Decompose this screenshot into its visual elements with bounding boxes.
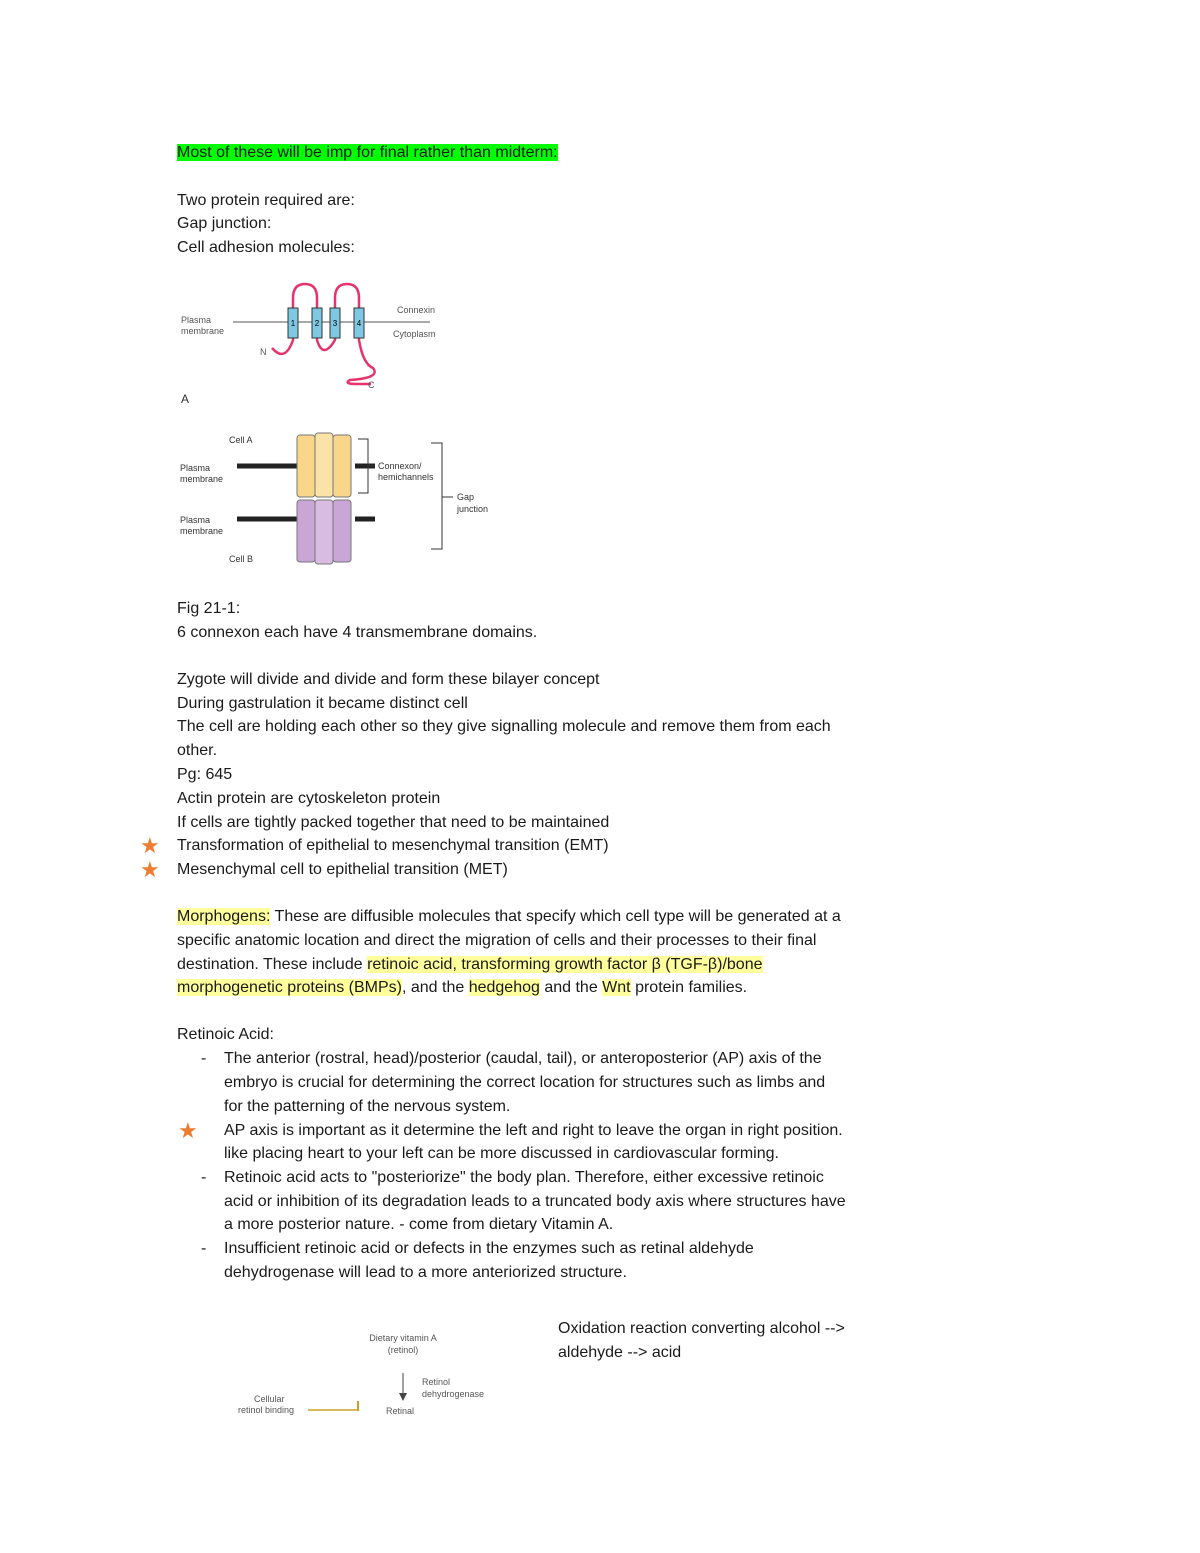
retinoic-b1-l3: for the patterning of the nervous system.: [224, 1098, 511, 1115]
hemichannel-b: [297, 500, 351, 564]
plasma-label-a: Plasma: [180, 463, 211, 473]
morphogens-highlight-hedgehog: hedgehog: [468, 979, 540, 996]
cell-a-label: Cell A: [229, 435, 253, 445]
body-line-4: other.: [177, 742, 218, 759]
retinol-pathway-figure: [230, 1325, 520, 1415]
retinoic-b2-l1: AP axis is important as it determine the left and right to leave the organ in right position.: [224, 1122, 843, 1139]
body-line-8: Transformation of epithelial to mesenchymal transition (EMT): [177, 837, 609, 854]
intro-line-2: Gap junction:: [177, 215, 272, 232]
gap-label: Gap: [457, 492, 475, 502]
oxidation-line-2: aldehyde --> acid: [558, 1344, 682, 1361]
morphogens-line-2: specific anatomic location and direct the migration of cells and their processes to their final: [177, 932, 817, 949]
body-line-3: The cell are holding each other so they give signalling molecule and remove them from each: [177, 718, 831, 735]
oxidation-line-1: Oxidation reaction converting alcohol -->: [558, 1320, 845, 1337]
morphogens-text-4b: , and the: [401, 979, 469, 996]
hemichannels-label: hemichannels: [378, 472, 434, 482]
membrane-label: membrane: [181, 326, 225, 336]
connexin-label: Connexin: [397, 305, 436, 315]
bullet-dash: -: [201, 1169, 207, 1186]
dietary-vitamin-a-label: Dietary vitamin A: [369, 1333, 437, 1343]
c-terminus-label: C: [368, 380, 375, 390]
gap-junction-figure: [175, 425, 505, 573]
intro-line-1: Two protein required are:: [177, 192, 355, 209]
body-line-5: Pg: 645: [177, 766, 233, 783]
plasma-label-b: Plasma: [180, 515, 211, 525]
star-icon: ★: [140, 833, 160, 858]
morphogens-text-4f: protein families.: [630, 979, 748, 996]
retinol-label: (retinol): [387, 1345, 419, 1355]
body-line-6: Actin protein are cytoskeleton protein: [177, 790, 441, 807]
morphogens-highlight-wnt: Wnt: [602, 979, 631, 996]
bullet-dash: -: [201, 1240, 207, 1257]
hemichannel-a: [297, 433, 351, 497]
body-line-1: Zygote will divide and divide and form these bilayer concept: [177, 671, 600, 688]
body-line-9: Mesenchymal cell to epithelial transition (MET): [177, 861, 508, 878]
morphogens-text-4d: and the: [539, 979, 603, 996]
cell-b-label: Cell B: [229, 554, 254, 564]
n-terminus-label: N: [260, 347, 267, 357]
morphogens-highlight-4a: morphogenetic proteins (BMPs): [177, 979, 402, 996]
header-note: [177, 141, 558, 165]
retinoic-b3-l3: a more posterior nature. - come from dietary Vitamin A.: [224, 1216, 614, 1233]
domain-label-2: 2: [314, 319, 320, 328]
star-icon: ★: [140, 857, 160, 882]
morphogens-term: Morphogens:: [177, 908, 271, 925]
plasma-label: Plasma: [181, 315, 212, 325]
retinoic-b4-l2: dehydrogenase will lead to a more anteriorized structure.: [224, 1264, 627, 1281]
morphogens-highlight-3b: retinoic acid, transforming growth factor β (TGF-β)/bone: [367, 956, 763, 973]
fig-caption-1: Fig 21-1:: [177, 600, 241, 617]
morphogens-text-1: These are diffusible molecules that specify which cell type will be generated at a: [270, 908, 841, 925]
retinoic-b3-l1: Retinoic acid acts to "posteriorize" the body plan. Therefore, either excessive retinoic: [224, 1169, 824, 1186]
domain-label-3: 3: [332, 319, 338, 328]
fig-caption-2: 6 connexon each have 4 transmembrane domains.: [177, 624, 538, 641]
retinoic-b3-l2: acid or inhibition of its degradation leads to a truncated body axis where structures have: [224, 1193, 846, 1210]
membrane-label-b: membrane: [180, 526, 224, 536]
gap-junction-bracket: [431, 443, 442, 549]
retinal-label: Retinal: [386, 1406, 415, 1415]
morphogens-line-1: [177, 905, 841, 929]
pathway-arrow-head: [399, 1393, 407, 1401]
cellular-label-1: Cellular: [254, 1394, 285, 1404]
morphogens-line-4: [177, 976, 747, 1000]
enzyme-label-1: Retinol: [422, 1377, 451, 1387]
retinoic-b1-l1: The anterior (rostral, head)/posterior (caudal, tail), or anteroposterior (AP) axis of the: [224, 1050, 822, 1067]
connexin-topology-figure: [175, 278, 465, 408]
enzyme-label-2: dehydrogenase: [422, 1389, 485, 1399]
domain-label-1: 1: [290, 319, 296, 328]
cellular-label-2: retinol binding: [238, 1405, 295, 1415]
body-line-7: If cells are tightly packed together that need to be maintained: [177, 814, 610, 831]
panel-a-label: A: [181, 392, 190, 406]
highlighted-note: Most of these will be imp for final rather than midterm:: [177, 144, 558, 161]
star-icon: ★: [178, 1118, 198, 1143]
bullet-dash: -: [201, 1050, 207, 1067]
membrane-label-a: membrane: [180, 474, 224, 484]
body-line-2: During gastrulation it became distinct cell: [177, 695, 468, 712]
domain-label-4: 4: [356, 319, 362, 328]
morphogens-line-3: [177, 953, 763, 977]
retinoic-b1-l2: embryo is crucial for determining the correct location for structures such as limbs and: [224, 1074, 826, 1091]
retinoic-b2-l2: like placing heart to your left can be more discussed in cardiovascular forming.: [224, 1145, 779, 1162]
connexon-label: Connexon/: [378, 461, 422, 471]
morphogens-text-3a: destination. These include: [177, 956, 368, 973]
retinoic-title: Retinoic Acid:: [177, 1026, 274, 1043]
intro-line-3: Cell adhesion molecules:: [177, 239, 355, 256]
retinoic-b4-l1: Insufficient retinoic acid or defects in the enzymes such as retinal aldehyde: [224, 1240, 754, 1257]
junction-label: junction: [457, 504, 489, 514]
cytoplasm-label: Cytoplasm: [393, 329, 436, 339]
